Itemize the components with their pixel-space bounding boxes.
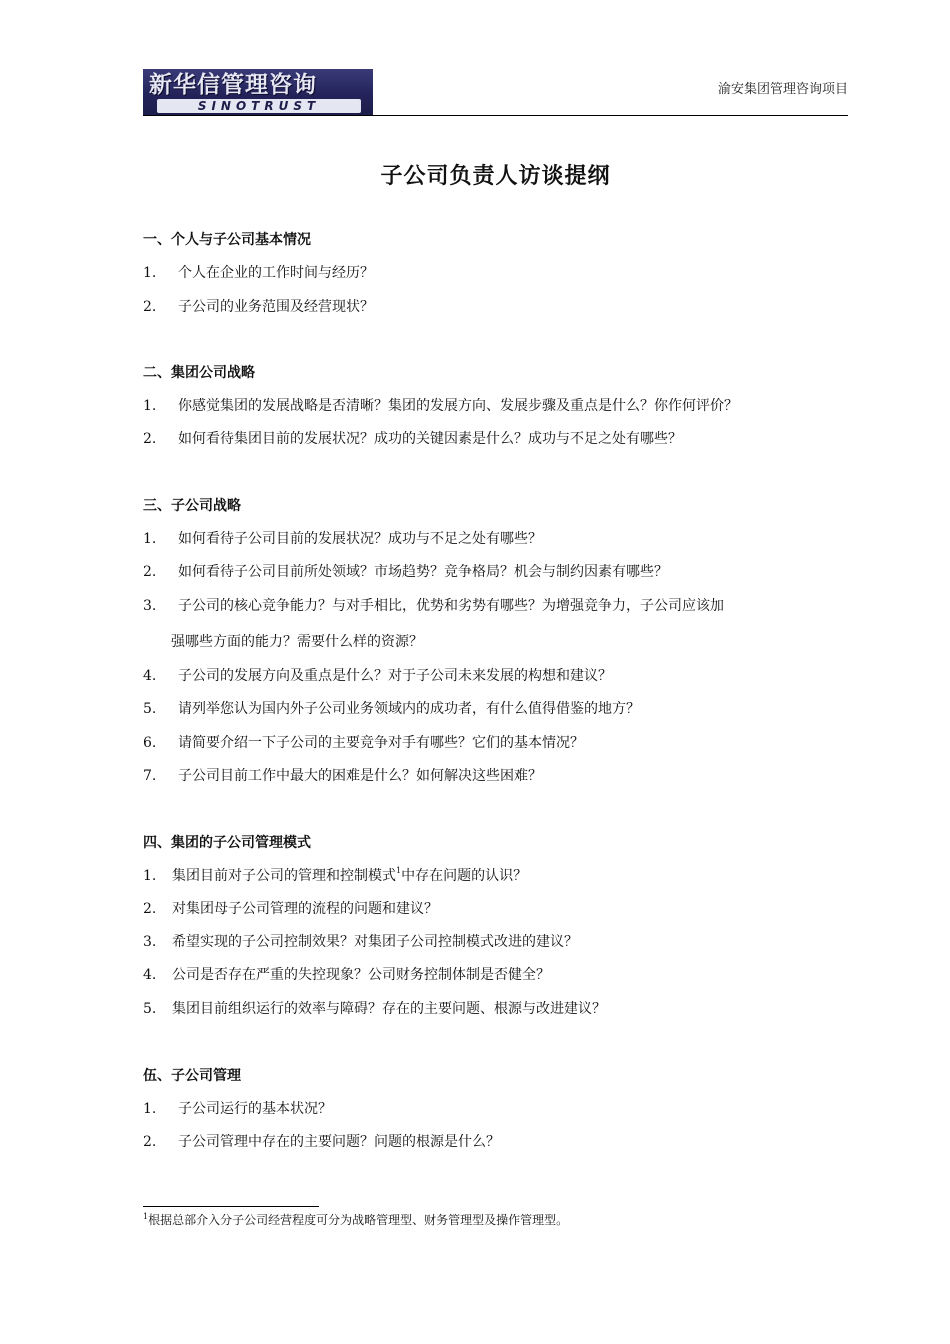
item-text: 请列举您认为国内外子公司业务领域内的成功者，有什么值得借鉴的地方？ (178, 701, 640, 717)
item-number: 1. (143, 531, 157, 547)
item-number: 2. (143, 564, 157, 580)
item-text: 子公司的发展方向及重点是什么？对于子公司未来发展的构想和建议？ (178, 668, 612, 684)
list-item (143, 899, 853, 919)
item-text: 子公司目前工作中最大的困难是什么？如何解决这些困难？ (178, 768, 542, 784)
list-item (143, 965, 853, 985)
page-title: 子公司负责人访谈提纲 (380, 163, 611, 189)
item-number: 2. (143, 299, 157, 315)
header-divider (143, 115, 848, 116)
item-number: 6. (143, 735, 157, 751)
section-heading-4: 四、集团的子公司管理模式 (143, 835, 311, 851)
item-number: 1. (143, 398, 157, 414)
list-item (143, 596, 853, 616)
footnote-text: 根据总部介入分子公司经营程度可分为战略管理型、财务管理型及操作管理型。 (148, 1213, 569, 1227)
company-logo (143, 69, 373, 116)
item-number: 5. (143, 701, 157, 717)
list-item (143, 1132, 853, 1152)
item-text: 子公司的核心竞争能力？与对手相比，优势和劣势有哪些？为增强竞争力，子公司应该加 (178, 598, 724, 614)
item-number: 2. (143, 431, 157, 447)
section-heading-1: 一、个人与子公司基本情况 (143, 232, 311, 248)
item-text: 中存在问题的认识？ (401, 868, 528, 884)
item-text: 对集团母子公司管理的流程的问题和建议？ (172, 901, 438, 917)
list-item (143, 562, 853, 582)
item-text: 如何看待集团目前的发展状况？成功的关键因素是什么？成功与不足之处有哪些？ (178, 431, 682, 447)
item-number: 2. (143, 901, 157, 917)
list-item (143, 866, 853, 886)
item-text: 如何看待子公司目前的发展状况？成功与不足之处有哪些？ (178, 531, 542, 547)
item-text: 公司是否存在严重的失控现象？公司财务控制体制是否健全？ (172, 967, 550, 983)
section-heading-2: 二、集团公司战略 (143, 365, 255, 381)
item-number: 3. (143, 598, 157, 614)
list-item (143, 766, 853, 786)
list-item (143, 733, 853, 753)
item-text: 集团目前对子公司的管理和控制模式 (172, 868, 396, 884)
item-text: 子公司运行的基本状况？ (178, 1101, 332, 1117)
item-text: 个人在企业的工作时间与经历？ (178, 265, 374, 281)
item-number: 5. (143, 1001, 157, 1017)
list-item (143, 699, 853, 719)
item-number: 1. (143, 265, 157, 281)
item-number: 1. (143, 868, 157, 884)
project-name: 渝安集团管理咨询项目 (717, 82, 848, 97)
footnote-mark: 1 (143, 1212, 149, 1221)
list-item (143, 666, 853, 686)
logo-english-text: SINOTRUST (157, 99, 361, 113)
list-item (143, 1099, 853, 1119)
list-item (143, 529, 853, 549)
item-text: 希望实现的子公司控制效果？对集团子公司控制模式改进的建议？ (172, 934, 578, 950)
list-item (143, 429, 853, 449)
item-text: 集团目前组织运行的效率与障碍？存在的主要问题、根源与改进建议？ (172, 1001, 606, 1017)
list-item-continuation: 强哪些方面的能力？需要什么样的资源？ (171, 634, 423, 650)
list-item (143, 263, 853, 283)
item-text: 子公司的业务范围及经营现状？ (178, 299, 374, 315)
section-heading-3: 三、子公司战略 (143, 498, 241, 514)
list-item (143, 297, 853, 317)
footnote-divider (143, 1206, 319, 1207)
item-text: 子公司管理中存在的主要问题？问题的根源是什么？ (178, 1134, 500, 1150)
item-text: 你感觉集团的发展战略是否清晰？集团的发展方向、发展步骤及重点是什么？你作何评价？ (178, 398, 738, 414)
item-text: 请简要介绍一下子公司的主要竞争对手有哪些？它们的基本情况？ (178, 735, 584, 751)
item-number: 4. (143, 967, 157, 983)
item-number: 3. (143, 934, 157, 950)
item-number: 2. (143, 1134, 157, 1150)
item-text: 如何看待子公司目前所处领域？市场趋势？竞争格局？机会与制约因素有哪些？ (178, 564, 668, 580)
list-item (143, 396, 853, 416)
logo-chinese-text: 新华信管理咨询 (149, 72, 317, 98)
section-heading-5: 伍、子公司管理 (143, 1068, 241, 1084)
list-item (143, 999, 853, 1019)
list-item (143, 932, 853, 952)
item-number: 4. (143, 668, 157, 684)
footnote (143, 1212, 568, 1228)
footnote-reference[interactable]: 1 (396, 866, 402, 875)
item-number: 1. (143, 1101, 157, 1117)
item-number: 7. (143, 768, 157, 784)
